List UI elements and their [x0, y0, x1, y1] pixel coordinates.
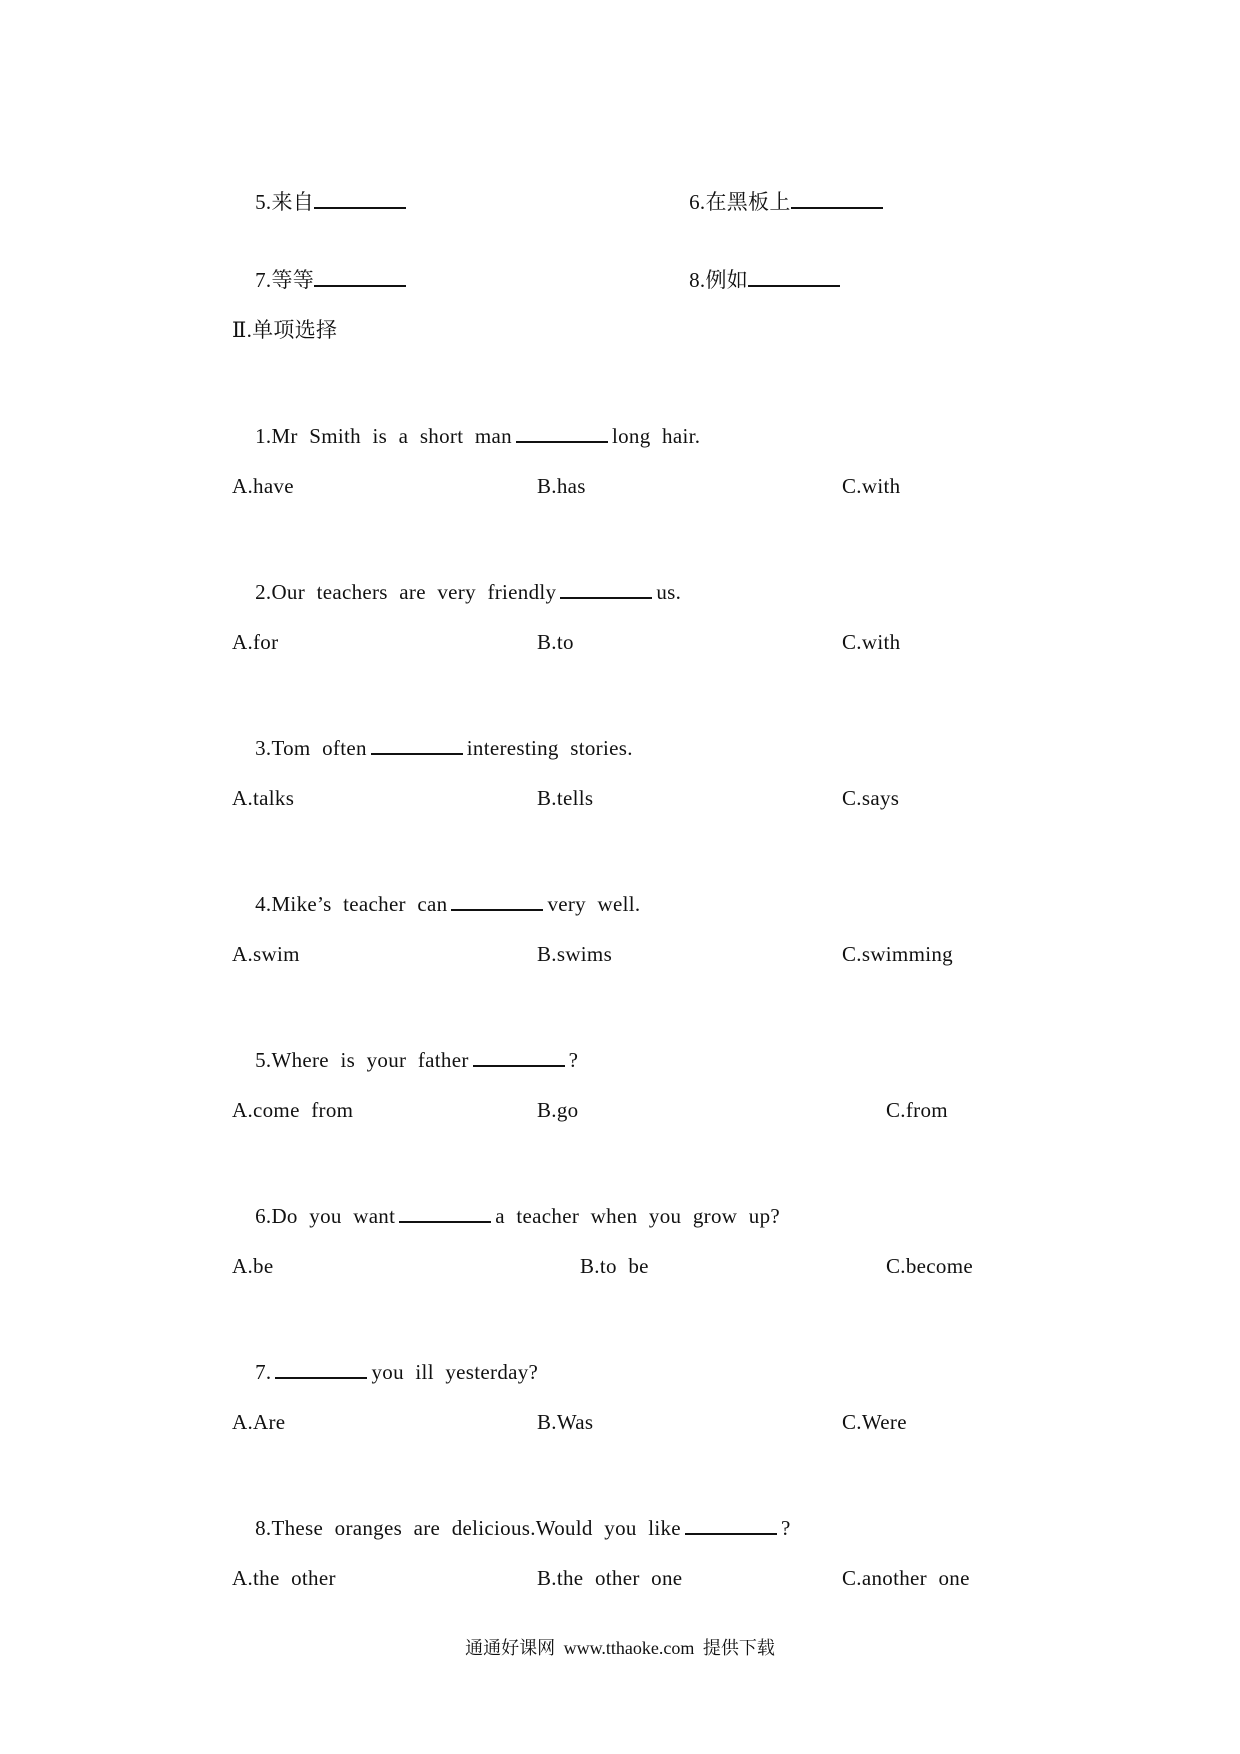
option-b[interactable]: B.has	[537, 474, 586, 498]
option-c[interactable]: C.says	[842, 786, 900, 810]
option-a[interactable]: A.have	[232, 474, 294, 498]
question-text: 5.Where is your father	[255, 1048, 469, 1072]
question-4	[232, 862, 640, 918]
option-a[interactable]: A.the other	[232, 1566, 336, 1590]
option-c[interactable]: C.Were	[842, 1410, 907, 1434]
question-text-after: us.	[656, 580, 682, 604]
option-b[interactable]: B.go	[537, 1098, 579, 1122]
answer-blank[interactable]	[791, 189, 883, 209]
answer-blank[interactable]	[275, 1359, 367, 1379]
answer-blank[interactable]	[314, 189, 406, 209]
question-text: 6.Do you want	[255, 1204, 396, 1228]
answer-blank[interactable]	[685, 1515, 777, 1535]
question-text: 3.Tom often	[255, 736, 367, 760]
answer-blank[interactable]	[516, 423, 608, 443]
answer-blank[interactable]	[314, 267, 406, 287]
section-title: Ⅱ.单项选择	[232, 318, 338, 342]
question-8	[232, 1486, 791, 1542]
option-c[interactable]: C.with	[842, 474, 901, 498]
vocab-label: 6.在黑板上	[689, 190, 791, 214]
vocab-item-7	[232, 238, 406, 294]
question-text-after: long hair.	[611, 424, 701, 448]
option-a[interactable]: A.swim	[232, 942, 300, 966]
page-footer: 通通好课网 www.tthaoke.com 提供下载	[465, 1638, 775, 1658]
answer-blank[interactable]	[473, 1047, 565, 1067]
option-b[interactable]: B.swims	[537, 942, 613, 966]
vocab-item-6	[666, 160, 883, 216]
question-text: 4.Mike’s teacher can	[255, 892, 448, 916]
question-2	[232, 550, 681, 606]
question-7	[232, 1330, 538, 1386]
option-a[interactable]: A.talks	[232, 786, 295, 810]
option-a[interactable]: A.for	[232, 630, 279, 654]
answer-blank[interactable]	[451, 891, 543, 911]
vocab-label: 7.等等	[255, 268, 315, 292]
option-b[interactable]: B.the other one	[537, 1566, 683, 1590]
question-text-after: interesting stories.	[466, 736, 633, 760]
vocab-item-8	[666, 238, 840, 294]
option-b[interactable]: B.Was	[537, 1410, 594, 1434]
question-text: 2.Our teachers are very friendly	[255, 580, 557, 604]
question-text: 8.These oranges are delicious.Would you like	[255, 1516, 681, 1540]
answer-blank[interactable]	[399, 1203, 491, 1223]
question-6	[232, 1174, 780, 1230]
option-b[interactable]: B.tells	[537, 786, 594, 810]
question-5	[232, 1018, 578, 1074]
question-text: 7.	[255, 1360, 272, 1384]
vocab-label: 8.例如	[689, 268, 749, 292]
option-c[interactable]: C.become	[886, 1254, 973, 1278]
question-text-after: ?	[780, 1516, 791, 1540]
question-1	[232, 394, 700, 450]
option-a[interactable]: A.be	[232, 1254, 274, 1278]
question-text-after: very well.	[547, 892, 641, 916]
answer-blank[interactable]	[371, 735, 463, 755]
question-text: 1.Mr Smith is a short man	[255, 424, 512, 448]
vocab-item-5	[232, 160, 406, 216]
question-text-after: a teacher when you grow up?	[495, 1204, 780, 1228]
answer-blank[interactable]	[748, 267, 840, 287]
question-text-after: you ill yesterday?	[371, 1360, 539, 1384]
question-text-after: ?	[568, 1048, 579, 1072]
option-a[interactable]: A.come from	[232, 1098, 354, 1122]
answer-blank[interactable]	[560, 579, 652, 599]
option-c[interactable]: C.from	[886, 1098, 948, 1122]
vocab-label: 5.来自	[255, 190, 315, 214]
option-b[interactable]: B.to be	[580, 1254, 649, 1278]
option-c[interactable]: C.another one	[842, 1566, 970, 1590]
option-b[interactable]: B.to	[537, 630, 574, 654]
option-c[interactable]: C.swimming	[842, 942, 953, 966]
option-c[interactable]: C.with	[842, 630, 901, 654]
option-a[interactable]: A.Are	[232, 1410, 286, 1434]
question-3	[232, 706, 633, 762]
